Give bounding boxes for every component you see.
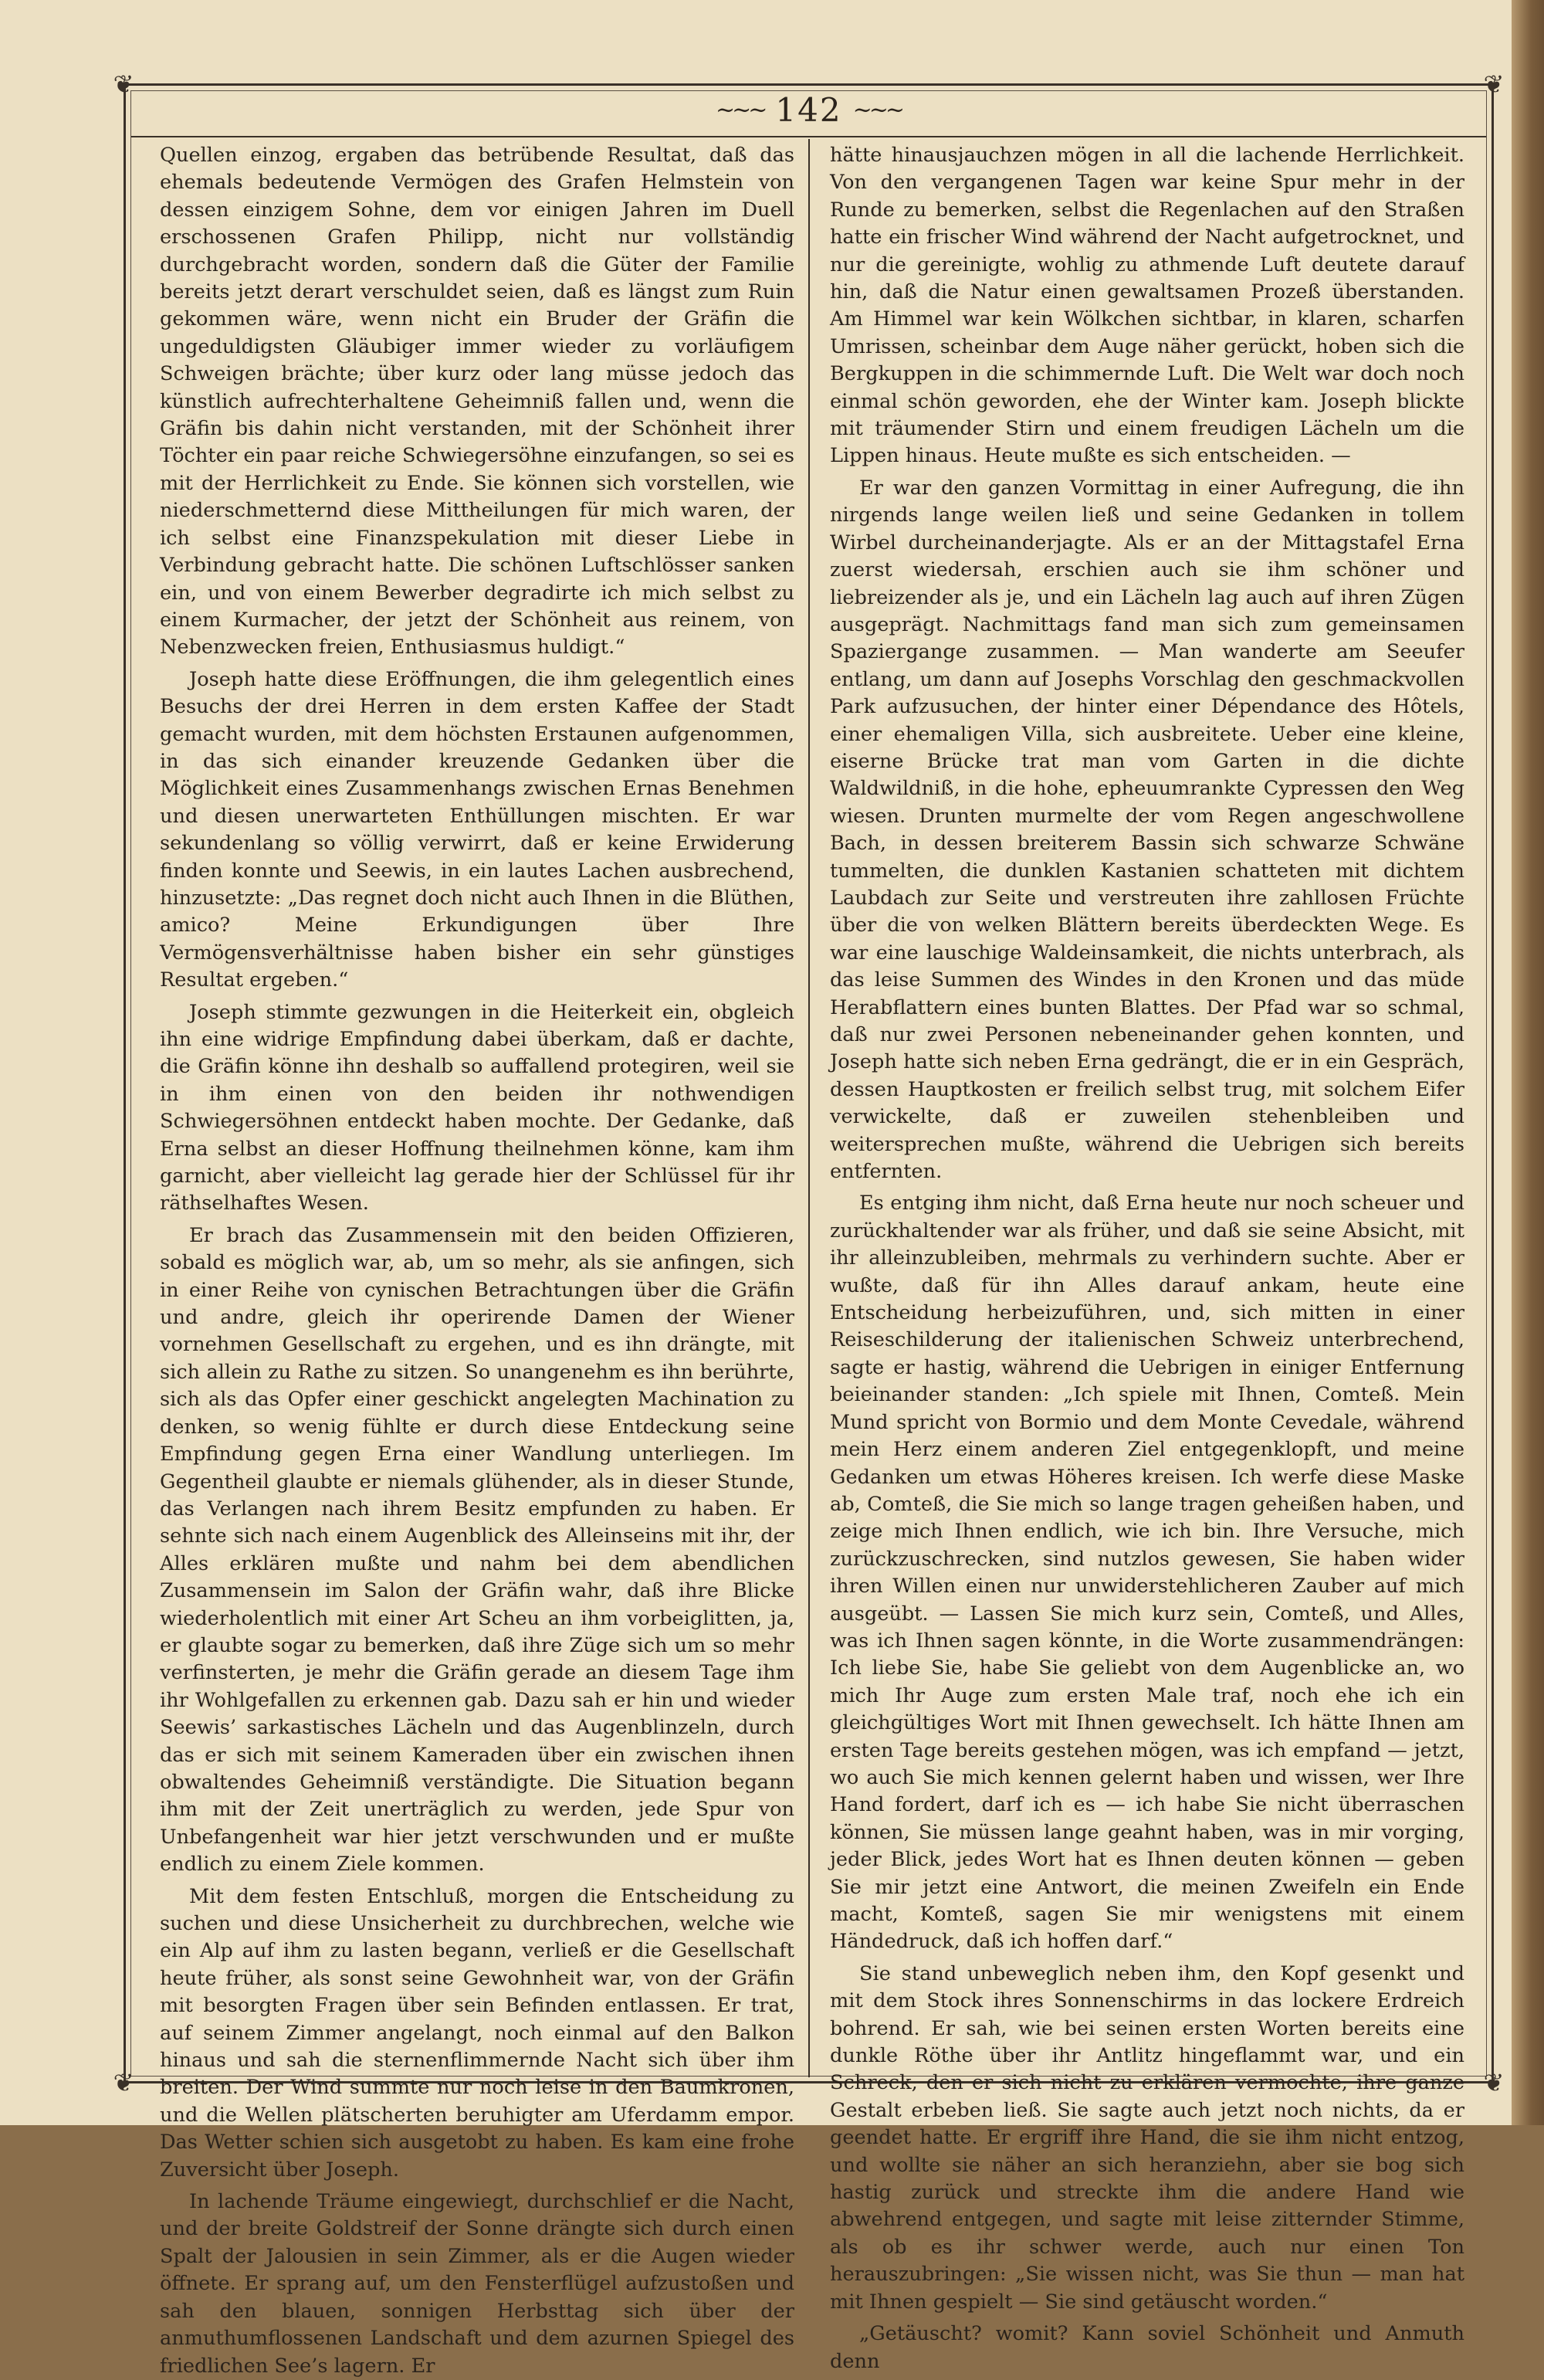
corner-ornament-icon: ❦ <box>1483 2068 1505 2097</box>
book-binding-edge <box>1512 0 1544 2125</box>
header-ornament-left-icon: ~~~ <box>715 96 765 124</box>
page-header <box>124 86 1494 133</box>
corner-ornament-icon: ❦ <box>113 70 134 99</box>
header-rule <box>131 136 1486 137</box>
column-divider <box>808 139 810 2077</box>
paragraph: Quellen einzog, ergaben das betrübende Resultat, daß das ehemals bedeutende Vermögen des Grafen Helmstein von dessen einzigem Sohne, dem vor einigen Jahren im Duell erschossenen Grafen Philipp, nicht nur vollständig durchgebracht worden, sondern daß die Güter der Familie bereits jetzt derart verschuldet seien, daß es längst zum Ruin gekommen wäre, wenn nicht ein Bruder der Gräfin die ungeduldigsten Gläubiger immer wieder zu vorläufigem Schweigen brächte; über kurz oder lang müsse jedoch das künstlich aufrechterhaltene Geheimniß fallen und, wenn die Gräfin bis dahin nicht verstanden, mit der Schönheit ihrer Töchter ein paar reiche Schwiegersöhne einzufangen, so sei es mit der Herrlichkeit zu Ende. Sie können sich vorstellen, wie niederschmetternd diese Mittheilungen für mich waren, der ich selbst eine Finanzspekulation mit dieser Liebe in Verbindung gebracht hatte. Die schönen Luftschlösser sanken ein, und von einem Bewerber degradirte ich mich selbst zu einem Kurmacher, der jetzt der Schönheit aus reinem, von Nebenzwecken freien, Enthusiasmus huldigt.“ <box>160 144 794 659</box>
page-number: 142 <box>775 90 842 129</box>
paragraph: Er brach das Zusammensein mit den beiden Offizieren, sobald es möglich war, ab, um so mehr, als sie anfingen, sich in einer Reihe von cynischen Betrachtungen über die Gräfin und andre, gleich ihr operirende Damen der Wiener vornehmen Gesellschaft zu ergehen, und es ihn drängte, mit sich allein zu Rathe zu sitzen. So unangenehm es ihn berührte, sich als das Opfer einer geschickt angelegten Machination zu denken, so wenig fühlte er durch diese Entdeckung seine Empfindung gegen Erna einer Wandlung unterliegen. Im Gegentheil glaubte er niemals glühender, als in dieser Stunde, das Verlangen nach ihrem Besitz empfunden zu haben. Er sehnte sich nach einem Augenblick des Alleinseins mit ihr, der Alles erklären mußte und nahm bei dem abendlichen Zusammensein im Salon der Gräfin wahr, daß ihre Blicke wiederholentlich mit einer Art Scheu an ihm vorbeiglitten, ja, er glaubte sogar zu bemerken, daß ihre Züge sich um so mehr verfinsterten, je mehr die Gräfin gerade an diesem Tage ihm ihr Wohlgefallen zu erkennen gab. Dazu sah er hin und wieder Seewis’ sarkastisches Lächeln und das Augenblinzeln, durch das er sich mit seinem Kameraden über ein zwischen ihnen obwaltendes Geheimniß verständigte. Die Situation begann ihm mit der Zeit unerträglich zu werden, jede Spur von Unbefangenheit war hier jetzt verschwunden und er mußte endlich zu einem Ziele kommen. <box>160 1223 794 1877</box>
corner-ornament-icon: ❦ <box>113 2068 134 2097</box>
paragraph: Mit dem festen Entschluß, morgen die Entscheidung zu suchen und diese Unsicherheit zu durchbrechen, welche wie ein Alp auf ihm zu lasten begann, verließ er die Gesellschaft heute früher, als sonst seine Gewohnheit war, von der Gräfin mit besorgten Fragen über sein Befinden entlassen. Er trat, auf seinem Zimmer angelangt, noch einmal auf den Balkon hinaus und sah die sternenflimmernde Nacht sich über ihm breiten. Der Wind summte nur noch leise in den Baumkronen, und die Wellen plätscherten beruhigter am Uferdamm empor. Das Wetter schien sich ausgetobt zu haben. Es kam eine frohe Zuversicht über Joseph. <box>160 1884 794 2182</box>
header-ornament-right-icon: ~~~ <box>852 96 902 124</box>
paragraph: In lachende Träume eingewiegt, durchschlief er die Nacht, und der breite Goldstreif der Sonne drängte sich durch einen Spalt der Jalousien in sein Zimmer, als er die Augen wieder öffnete. Er sprang auf, um den Fensterflügel aufzustoßen und sah den blauen, sonnigen Herbsttag sich über der anmuthumflossenen Landschaft und dem azurnen Spiegel des friedlichen See’s lagern. Er <box>160 2190 794 2378</box>
paragraph: hätte hinausjauchzen mögen in all die lachende Herrlichkeit. Von den vergangenen Tagen war keine Spur mehr in der Runde zu bemerken, selbst die Regenlachen auf den Straßen hatte ein frischer Wind während der Nacht aufgetrocknet, und nur die gereinigte, wohlig zu athmende Luft deutete darauf hin, daß die Natur einen gewaltsamen Prozeß überstanden. Am Himmel war kein Wölkchen sichtbar, in klaren, scharfen Umrissen, scheinbar dem Auge näher gerückt, hoben sich die Bergkuppen in die schimmernde Luft. Die Welt war doch noch einmal schön geworden, ehe der Winter kam. Joseph blickte mit träumender Stirn und einem freudigen Lächeln um die Lippen hinaus. Heute mußte es sich entscheiden. — <box>830 144 1464 468</box>
corner-ornament-icon: ❦ <box>1483 70 1505 99</box>
paragraph: Er war den ganzen Vormittag in einer Aufregung, die ihn nirgends lange weilen ließ und seine Gedanken in tollem Wirbel durcheinanderjagte. Als er an der Mittagstafel Erna zuerst wiedersah, erschien auch sie ihm schöner und liebreizender als je, und ein Lächeln lag auch auf ihren Zügen ausgeprägt. Nachmittags fand man sich zum gemeinsamen Spaziergange zusammen. — Man wanderte am Seeufer entlang, um dann auf Josephs Vorschlag den geschmackvollen Park aufzusuchen, der hinter einer Dépendance des Hôtels, einer ehemaligen Villa, sich ausbreitete. Ueber eine kleine, eiserne Brücke trat man vom Garten in die dichte Waldwildniß, in die hohe, epheuumrankte Cypressen den Weg wiesen. Drunten murmelte der vom Regen angeschwollene Bach, in dessen breiterem Bassin sich schwarze Schwäne tummelten, die dunklen Kastanien schatteten mit dichtem Laubdach zur Seite und verstreuten ihre zahllosen Früchte über die von welken Blättern bereits überdeckten Wege. Es war eine lauschige Waldeinsamkeit, die nichts unterbrach, als das leise Summen des Windes in den Kronen und das müde Herabflattern eines bunten Blattes. Der Pfad war so schmal, daß nur zwei Personen nebeneinander gehen konnten, und Joseph hatte sich neben Erna gedrängt, die er in ein Gespräch, dessen Hauptkosten er freilich selbst trug, mit solchem Eifer verwickelte, daß er zuweilen stehenbleiben und weitersprechen mußte, während die Uebrigen sich bereits entfernten. <box>830 476 1464 1184</box>
left-column <box>160 142 794 2380</box>
paragraph: Sie stand unbeweglich neben ihm, den Kopf gesenkt und mit dem Stock ihres Sonnenschirms in das lockere Erdreich bohrend. Er sah, wie bei seinen ersten Worten bereits eine dunkle Röthe über ihr Antlitz hingeflammt war, und ein Schreck, den er sich nicht zu erklären vermochte, ihre ganze Gestalt erbeben ließ. Sie sagte auch jetzt noch nichts, da er geendet hatte. Er ergriff ihre Hand, die sie ihm nicht entzog, und wollte sie näher an sich heranziehn, aber sie bog sich hastig zurück und streckte ihm die andere Hand wie abwehrend entgegen, und sagte mit leise zitternder Stimme, als ob es ihr schwer werde, auch nur einen Ton herauszubringen: „Sie wissen nicht, was Sie thun — man hat mit Ihnen gespielt — Sie sind getäuscht worden.“ <box>830 1961 1464 2314</box>
paragraph: „Getäuscht? womit? Kann soviel Schönheit und Anmuth denn <box>830 2322 1464 2373</box>
paragraph: Joseph stimmte gezwungen in die Heiterkeit ein, obgleich ihn eine widrige Empfindung dabei überkam, daß er dachte, die Gräfin könne ihn deshalb so auffallend protegiren, weil sie in ihm einen von den beiden ihr nothwendigen Schwiegersöhnen entdeckt haben mochte. Der Gedanke, daß Erna selbst an dieser Hoffnung theilnehmen könne, kam ihm garnicht, aber vielleicht lag gerade hier der Schlüssel für ihr räthselhaftes Wesen. <box>160 1000 794 1215</box>
right-column <box>830 142 1464 2375</box>
paragraph: Es entging ihm nicht, daß Erna heute nur noch scheuer und zurückhaltender war als früher, und daß sie seine Absicht, mit ihr alleinzubleiben, mehrmals zu verhindern suchte. Aber er wußte, daß für ihn Alles darauf ankam, heute eine Entscheidung herbeizuführen, und, sich mitten in einer Reiseschilderung der italienischen Schweiz unterbrechend, sagte er hastig, während die Uebrigen in einiger Entfernung beieinander standen: „Ich spiele mit Ihnen, Comteß. Mein Mund spricht von Bormio und dem Monte Cevedale, während mein Herz einem anderen Ziel entgegenklopft, und meine Gedanken um etwas Höheres kreisen. Ich werfe diese Maske ab, Comteß, die Sie mich so lange tragen geheißen haben, und zeige mich Ihnen endlich, wie ich bin. Ihre Versuche, mich zurückzuschrecken, sind nutzlos gewesen, Sie haben wider ihren Willen einen nur unwiderstehlicheren Zauber auf mich ausgeübt. — Lassen Sie mich kurz sein, Comteß, und Alles, was ich Ihnen sagen könnte, in die Worte zusammendrängen: Ich liebe Sie, habe Sie geliebt von dem Augenblicke an, wo mich Ihr Auge zum ersten Male traf, noch ehe ich ein gleichgültiges Wort mit Ihnen gewechselt. Ich hätte Ihnen am ersten Tage bereits gestehen mögen, was ich empfand — jetzt, wo auch Sie mich kennen gelernt haben und wissen, wer Ihre Hand fordert, darf ich es — ich habe Sie nicht überraschen können, Sie müssen lange geahnt haben, was in mir vorging, jeder Blick, jedes Wort hat es Ihnen deuten können — geben Sie mir jetzt eine Antwort, die meinen Zweifeln ein Ende macht, Komteß, sagen Sie mir wenigstens mit einem Händedruck, daß ich hoffen darf.“ <box>830 1192 1464 1954</box>
paragraph: Joseph hatte diese Eröffnungen, die ihm gelegentlich eines Besuchs der drei Herren in dem ersten Kaffee der Stadt gemacht wurden, mit dem höchsten Erstaunen aufgenommen, in das sich einander kreuzende Gedanken über die Möglichkeit eines Zusammenhangs zwischen Ernas Benehmen und diesen unerwarteten Enthüllungen mischten. Er war sekundenlang so völlig verwirrt, daß er keine Erwiderung finden konnte und Seewis, in ein lautes Lachen ausbrechend, hinzusetzte: „Das regnet doch nicht auch Ihnen in die Blüthen, amico? Meine Erkundigungen über Ihre Vermögensverhältnisse haben bisher ein sehr günstiges Resultat ergeben.“ <box>160 667 794 992</box>
